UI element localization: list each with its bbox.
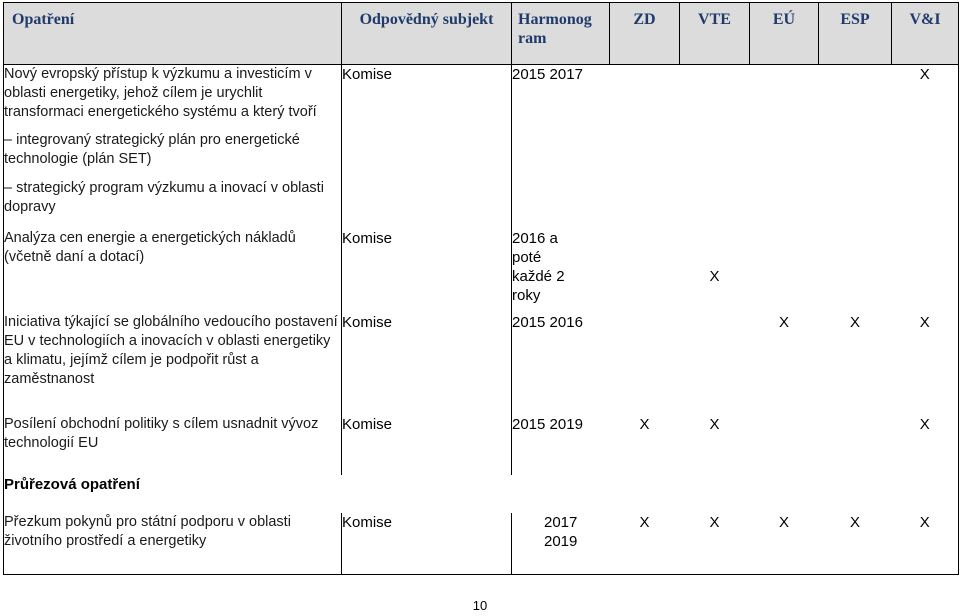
- page-number: 10: [472, 598, 488, 613]
- header-measure: Opatření: [4, 3, 342, 65]
- flag-zd: [610, 229, 680, 313]
- schedule-text: 2016 a poté každé 2 roky: [512, 229, 565, 304]
- flag-vi: [892, 229, 959, 313]
- subject-text: Komise: [342, 65, 512, 229]
- header-eu: EÚ: [750, 3, 819, 65]
- measure-text: Iniciativa týkající se globálního vedoucího postavení EU v technologiích a inovacích v oblasti energetiky a klimatu, jejímž cílem je podpořit růst a zaměstnanost: [4, 313, 342, 415]
- schedule-text: 2015 2019: [512, 415, 583, 433]
- header-zd: ZD: [610, 3, 680, 65]
- flag-eu: X: [778, 313, 789, 331]
- table-row: [4, 65, 959, 127]
- flag-vte: X: [709, 415, 720, 433]
- measure-text: Nový evropský přístup k výzkumu a investicím v oblasti energetiky, jehož cílem je urychlit transformaci energetického systému a který tvoří: [4, 65, 342, 127]
- flag-eu: [750, 415, 819, 475]
- flag-zd: X: [639, 415, 650, 433]
- table-row: [4, 229, 959, 313]
- flag-esp: X: [819, 513, 892, 575]
- table-row: [4, 415, 959, 475]
- flag-vi: X: [892, 513, 959, 575]
- sub-item-transport-program: – strategický program výzkumu a inovací v oblasti dopravy: [4, 179, 324, 215]
- flag-vi: X: [892, 65, 959, 229]
- table-row: [4, 513, 959, 575]
- measure-text: Analýza cen energie a energetických nákladů (včetně daní a dotací): [4, 229, 342, 313]
- flag-zd: X: [610, 513, 680, 575]
- subject-text: Komise: [342, 513, 512, 575]
- flag-vte: X: [709, 267, 720, 285]
- sub-item-set-plan: – integrovaný strategický plán pro energetické technologie (plán SET): [4, 131, 300, 167]
- measures-table: [3, 2, 959, 575]
- flag-esp: [819, 65, 892, 229]
- header-esp: ESP: [819, 3, 892, 65]
- subject-text: Komise: [342, 229, 512, 313]
- section-row: [4, 475, 959, 513]
- schedule-text: 2017 2019: [512, 513, 610, 575]
- flag-eu: [750, 65, 819, 229]
- subject-text: Komise: [342, 313, 512, 415]
- schedule-text: 2015 2017: [512, 66, 583, 83]
- flag-vi: X: [892, 313, 959, 415]
- measure-text: Posílení obchodní politiky s cílem usnadnit vývoz technologií EU: [4, 415, 342, 475]
- header-schedule: Harmonog ram: [512, 3, 610, 65]
- schedule-text: 2015 2016: [512, 313, 583, 331]
- header-subject: Odpovědný subjekt: [342, 3, 512, 65]
- table-header-row: [4, 3, 959, 65]
- flag-vte: X: [680, 513, 750, 575]
- header-vi: V&I: [892, 3, 959, 65]
- flag-vi: X: [892, 415, 959, 475]
- subject-text: Komise: [342, 415, 512, 475]
- table-row: [4, 313, 959, 415]
- section-heading: Průřezová opatření: [4, 475, 959, 513]
- flag-esp: [819, 229, 892, 313]
- flag-eu: X: [750, 513, 819, 575]
- flag-vte: [680, 65, 750, 229]
- flag-zd: [610, 313, 680, 415]
- header-vte: VTE: [680, 3, 750, 65]
- flag-zd: [610, 65, 680, 229]
- flag-vte: [680, 313, 750, 415]
- measure-text: Přezkum pokynů pro státní podporu v oblasti životního prostředí a energetiky: [4, 513, 342, 575]
- flag-eu: [750, 229, 819, 313]
- flag-esp: X: [849, 313, 860, 331]
- flag-esp: [819, 415, 892, 475]
